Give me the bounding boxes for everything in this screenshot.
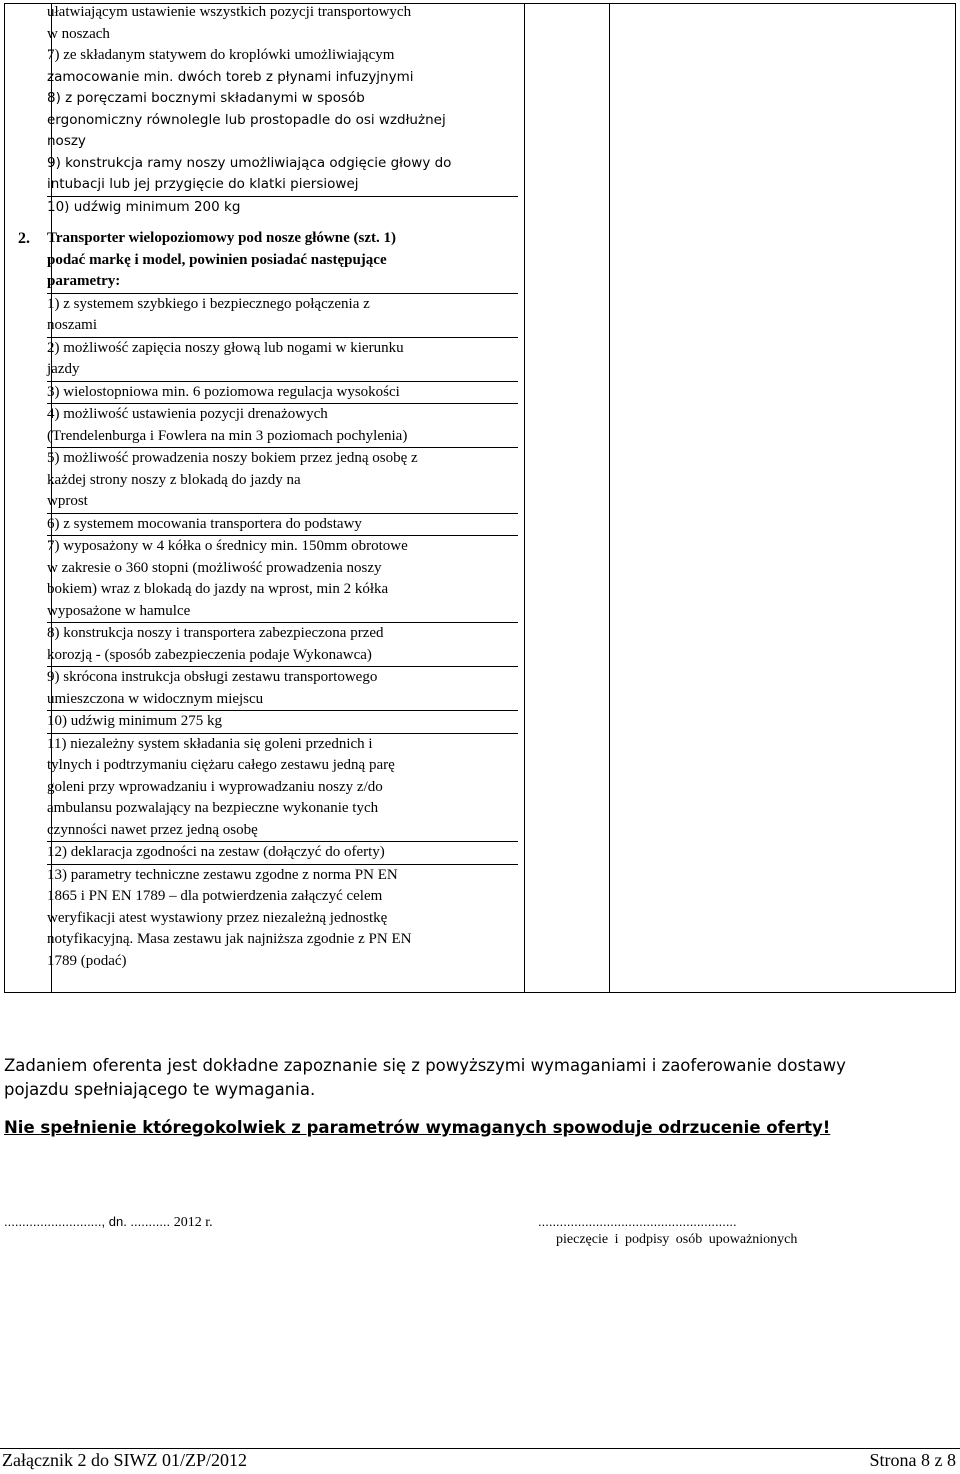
item-title-line: podać markę i model, powinien posiadać następujące	[47, 251, 387, 268]
offer-note-line1: Zadaniem oferenta jest dokładne zapoznanie się z powyższymi wymaganiami i zaoferowanie dostawy	[4, 1056, 846, 1075]
section2-cell	[47, 228, 518, 972]
spec-line: intubacji lub jej przygięcie do klatki piersiowej	[47, 176, 359, 192]
parameter-line: 13) parametry techniczne zestawu zgodne z norma PN EN	[47, 864, 518, 887]
spec-line: ułatwiającym ustawienie wszystkich pozycji transportowych	[47, 4, 412, 20]
parameter-line: tylnych i podtrzymaniu ciężaru całego zestawu jedną parę	[47, 757, 395, 773]
place-date-line	[4, 1214, 213, 1231]
parameter-line: 1) z systemem szybkiego i bezpiecznego połączenia z	[47, 293, 518, 316]
parameter-line: goleni przy wprowadzaniu i wyprowadzaniu noszy z/do	[47, 778, 383, 795]
spec-line: ergonomiczny równolegle lub prostopadle do osi wzdłużnej	[47, 111, 446, 128]
parameter-line: 4) możliwość ustawienia pozycji drenażowych	[47, 403, 518, 426]
parameter-line: w zakresie o 360 stopni (możliwość prowadzenia noszy	[47, 559, 382, 576]
footer-page-number: Strona 8 z 8	[869, 1450, 956, 1470]
spec-line: 7) ze składanym statywem do kroplówki umożliwiającym	[47, 47, 395, 63]
parameter-line: jazdy	[47, 361, 80, 377]
parameter-line: wyposażone w hamulce	[47, 602, 191, 619]
spec-line: zamocowanie min. dwóch toreb z płynami infuzyjnymi	[47, 68, 414, 85]
item-title-line: parametry:	[47, 273, 121, 289]
parameter-line: 7) wyposażony w 4 kółka o średnicy min. 150mm obrotowe	[47, 535, 518, 558]
spec-line: 10) udźwig minimum 200 kg	[47, 196, 518, 219]
item-title-line: Transporter wielopoziomowy pod nosze główne (szt. 1)	[47, 230, 396, 246]
parameter-line: korozją - (sposób zabezpieczenia podaje Wykonawca)	[47, 646, 372, 663]
rejection-warning: Nie spełnienie któregokolwiek z parametrów wymaganych spowoduje odrzucenie oferty!	[4, 1118, 831, 1137]
parameter-line: 10) udźwig minimum 275 kg	[47, 710, 518, 733]
offer-note-line2: pojazdu spełniającego te wymagania.	[4, 1080, 316, 1099]
parameter-line: każdej strony noszy z blokadą do jazdy na	[47, 471, 301, 488]
table-column-divider	[609, 4, 610, 992]
parameter-line: weryfikacji atest wystawiony przez niezależną jednostkę	[47, 909, 388, 926]
parameter-line: notyfikacyjną. Masa zestawu jak najniższa zgodnie z PN EN	[47, 931, 412, 947]
parameter-line: 6) z systemem mocowania transportera do podstawy	[47, 513, 518, 536]
footer-attachment-label: Załącznik 2 do SIWZ 01/ZP/2012	[2, 1450, 247, 1470]
parameter-line: 12) deklaracja zgodności na zestaw (dołączyć do oferty)	[47, 841, 518, 864]
parameter-line: 5) możliwość prowadzenia noszy bokiem przez jedną osobę z	[47, 447, 518, 470]
table-column-divider	[524, 4, 525, 992]
year-text: 2012 r.	[173, 1215, 213, 1230]
parameter-line: czynności nawet przez jedną osobę	[47, 821, 258, 838]
parameter-line: ambulansu pozwalający na bezpieczne wykonanie tych	[47, 800, 379, 816]
parameter-line: bokiem) wraz z blokadą do jazdy na wprost, min 2 kółka	[47, 581, 389, 597]
spec-line: 8) z poręczami bocznymi składanymi w sposób	[47, 90, 365, 106]
parameter-line: 3) wielostopniowa min. 6 poziomowa regulacja wysokości	[47, 381, 518, 404]
spec-line: 9) konstrukcja ramy noszy umożliwiająca odgięcie głowy do	[47, 154, 452, 171]
spec-line: w noszach	[47, 25, 110, 42]
parameter-line: 1865 i PN EN 1789 – dla potwierdzenia załączyć celem	[47, 888, 383, 904]
parameter-line: 1789 (podać)	[47, 952, 127, 969]
place-date-dots: ..........................., dn. ...........	[4, 1214, 171, 1229]
parameter-line: 2) możliwość zapięcia noszy głową lub nogami w kierunku	[47, 337, 518, 360]
signature-label: pieczęcie i podpisy osób upoważnionych	[556, 1232, 798, 1247]
parameter-line: 11) niezależny system składania się goleni przednich i	[47, 733, 518, 756]
parameter-line: umieszczona w widocznym miejscu	[47, 690, 264, 707]
parameter-line: 9) skrócona instrukcja obsługi zestawu transportowego	[47, 666, 518, 689]
section2-number: 2.	[18, 230, 30, 247]
parameter-line: wprost	[47, 493, 88, 509]
spec-line: noszy	[47, 133, 86, 149]
parameter-line: (Trendelenburga i Fowlera na min 3 poziomach pochylenia)	[47, 427, 408, 444]
parameter-line: noszami	[47, 317, 97, 333]
parameter-line: 8) konstrukcja noszy i transportera zabezpieczona przed	[47, 622, 518, 645]
signature-dots: .......................................................	[538, 1214, 737, 1229]
footer-divider	[0, 1448, 960, 1449]
section1-cell	[47, 2, 518, 218]
